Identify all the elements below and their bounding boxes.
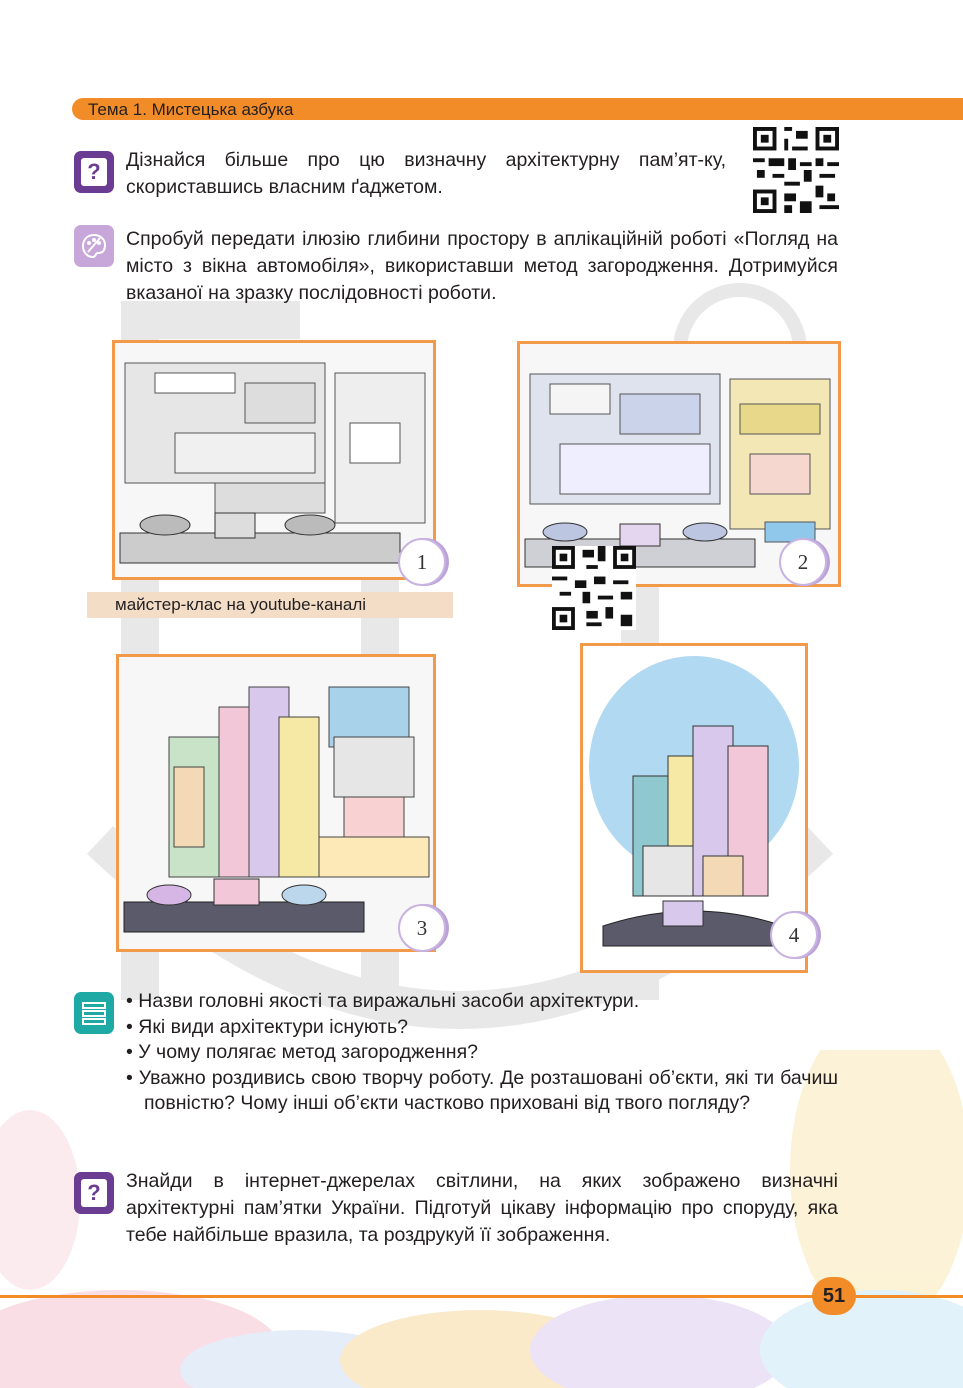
topic-title: Тема 1. Мистецька азбука [88, 100, 294, 119]
task1-text: Дізнайся більше про цю визначну архітектурну пам’ят-ку, скориставшись власним ґаджетом. [126, 149, 726, 198]
city-illustration-3 [119, 657, 433, 949]
question-item: • У чому полягає метод загородження? [126, 1041, 478, 1063]
question-item: • Уважно роздивись свою творчу роботу. Де розташовані об’єкти, які ти бачиш повністю? Чому інші об’єкти частково приховані від твого погляду? [126, 1066, 838, 1114]
questions-list [126, 989, 838, 1117]
figure-3 [116, 654, 436, 952]
figure-label-3: 3 [398, 904, 446, 952]
city-illustration-4 [583, 646, 805, 970]
question-item: • Назви головні якості та виражальні засоби архітектури. [126, 990, 640, 1012]
figure-label-4: 4 [770, 911, 818, 959]
question-icon: ? [74, 1172, 114, 1214]
question-icon: ? [74, 151, 114, 193]
palette-icon [74, 225, 114, 267]
figure-label-1: 1 [398, 538, 446, 586]
books-icon [74, 992, 114, 1034]
task2-text: Спробуй передати ілюзію глибини простору в аплікаційній роботі «Погляд на місто з вікна автомобіля», використавши метод загородження. Дотримуйся вказаної на зразку послідовності роботи. [126, 228, 838, 304]
figure-1 [112, 340, 436, 580]
question-item: • Які види архітектури існують? [126, 1015, 408, 1038]
figure-label-2: 2 [779, 538, 827, 586]
page-number: 51 [812, 1277, 856, 1315]
task3-text: Знайди в інтернет-джерелах світлини, на яких зображено визначні архітектурні пам’ятки України. Підготуй цікаву інформацію про споруду, яка тебе найбільше вразила, та роздрукуй її зображення. [126, 1170, 838, 1246]
city-illustration-1 [115, 343, 433, 577]
qr-code-youtube [552, 545, 636, 631]
qr-code-1 [752, 127, 840, 213]
youtube-caption[interactable]: майстер-клас на youtube-каналі [115, 595, 367, 614]
